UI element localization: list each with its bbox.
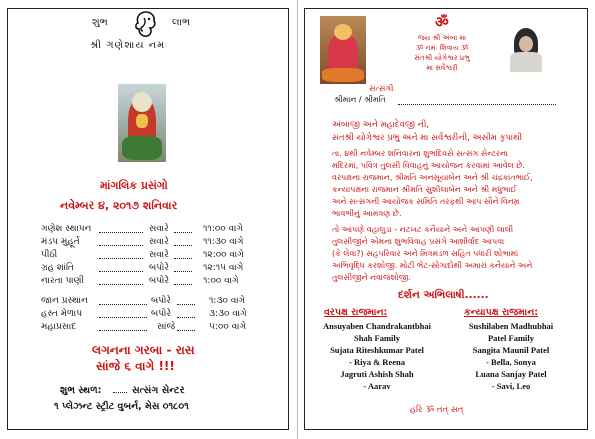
om-symbol: ॐ <box>435 13 449 31</box>
invitation-right-page <box>298 0 595 439</box>
guru-photo <box>508 26 544 72</box>
event-label: હસ્ત મેળાપ <box>41 309 83 319</box>
event-label: જાન પ્રસ્થાન <box>41 296 88 306</box>
footer-mantra: હરિ ૐ તત્ સત્ <box>410 405 464 415</box>
dotted-leader <box>177 304 195 305</box>
invitation-left-page <box>0 0 297 439</box>
event-time: ૧:૩૦ વાગે <box>209 296 246 306</box>
family-name: Sujata Riteshkumar Patel <box>330 345 424 355</box>
garba-heading: લગનના ગરબા - રાસ <box>92 343 195 357</box>
event-time: ૫:૦૦ વાગે <box>209 322 247 332</box>
ganesh-icon <box>132 9 160 39</box>
dotted-leader <box>177 317 195 318</box>
darshan-heading: દર્શન અભિલાષી...... <box>398 289 489 301</box>
event-day: સવારે <box>149 237 169 247</box>
venue-label: શુભ સ્થળ: <box>60 385 102 396</box>
event-time: ૩:૩૦ વાગે <box>209 309 247 319</box>
paragraph-line: કન્યાપક્ષના રાજમાન શ્રીમતિ સુશીલાબેન અને શ્રી મધુભાઈ <box>332 185 517 194</box>
satsangi-label: સત્સંગી <box>369 84 394 93</box>
family-name: Ansuyaben Chandrakantbhai <box>323 321 431 331</box>
family-name: Jagruti Ashish Shah <box>340 369 414 379</box>
dotted-leader <box>177 330 195 331</box>
event-time: ૧૧:૩૦ વાગે <box>203 237 244 247</box>
family-name: Luana Sanjay Patel <box>475 369 547 379</box>
ganesh-idol-photo <box>118 84 166 162</box>
blessing-line: ૐ નમઃ શિવાય ૐ <box>415 44 469 52</box>
family-name: - Bella, Sonya <box>486 357 536 367</box>
event-label: ગ્રહ શાંતિ <box>41 263 74 273</box>
family-name: - Riya & Reena <box>349 357 405 367</box>
event-time: ૧:૦૦ વાગે <box>203 276 239 286</box>
dotted-leader <box>174 232 192 233</box>
paragraph-line: વરપક્ષના રાજમાન, શ્રીમતિ અનસૂયાબેન અને શ્રી ચંદ્રકાંતભાઈ, <box>332 173 533 182</box>
venue-dotted-leader <box>113 392 127 393</box>
dotted-leader <box>174 258 192 259</box>
groom-side-heading: વરપક્ષ રાજમાન: <box>324 307 388 318</box>
event-day: બપોરે <box>151 296 171 306</box>
labh-text: લાભ <box>172 17 191 28</box>
event-time: ૧૧:૦૦ વાગે <box>203 224 243 234</box>
family-name: Patel Family <box>487 333 535 343</box>
family-name: Sushilaben Madhubhai <box>468 321 554 331</box>
bride-side-heading: કન્યાપક્ષ રાજમાન: <box>464 307 539 318</box>
dotted-leader <box>99 232 143 233</box>
event-label: પીઠી <box>41 250 58 260</box>
blessing-line: સંતશ્રી યોગેશ્વર પ્રભુ <box>414 54 470 62</box>
paragraph-line: તુલસીજીને એમના શુભવિવાહ પ્રસંગે આશીર્વાદ આપવા <box>332 237 505 246</box>
event-day: બપોરે <box>149 276 169 286</box>
event-day: સાંજે <box>157 322 176 332</box>
event-time: ૧૨:૧૫ વાગે <box>203 263 244 273</box>
dotted-leader <box>99 317 147 318</box>
paragraph-line: મંદિરમાં, પવિત્ર તુલસી વિવાહનું આયોજન કરવામાં આવેલ છે. <box>332 161 525 170</box>
paragraph-line: તુલસીજીને નવાજશોજી. <box>332 273 411 282</box>
event-label: મહાપ્રસાદ <box>41 322 77 332</box>
dotted-leader <box>99 284 143 285</box>
event-day: સવારે <box>149 250 169 260</box>
recipient-label: શ્રીમાન / શ્રીમતિ <box>334 95 386 104</box>
family-name: Shah Family <box>353 333 401 343</box>
garba-time: સાંજે ૬ વાગે !!! <box>96 359 175 373</box>
paragraph-line: ભાવભીનું આમંત્રણ છે. <box>332 209 402 218</box>
event-label: ગણેશ સ્થાપન <box>41 224 92 234</box>
paragraph-line: (કે લેવા?) સહપરિવાર અને મિત્રમંડળ સહિત પધારી શોભામાં <box>332 249 519 258</box>
venue-address: ૧ પ્લેઝન્ટ સ્ટ્રીટ વુબર્ન, મેસ ૦૧૮૦૧ <box>54 401 189 412</box>
dotted-leader <box>174 271 192 272</box>
event-day: બપોરે <box>149 263 169 273</box>
family-name: - Savi, Leo <box>491 381 531 391</box>
family-name: Sangita Maunil Patel <box>472 345 550 355</box>
dotted-leader <box>99 245 143 246</box>
paragraph-line: અને સત્સંગની આયોજક સમિતિ તરફથી આપ સૌને વિનમ્ર <box>332 197 520 206</box>
invocation-text: શ્રી ગણેશાય નમઃ <box>90 40 169 51</box>
greeting-line-2: સંતશ્રી યોગેશ્વર પ્રભુ અને મા સર્વેશ્વરીની, અસીમ કૃપાથી <box>332 133 523 143</box>
blessing-line: મા સર્વેશ્વરી <box>426 64 458 72</box>
greeting-line: અંબાજી અને મહાદેવજી ની, <box>332 120 430 130</box>
section-title: માંગલિક પ્રસંગો <box>100 179 168 192</box>
blessing-line: જય શ્રી અંબા મા <box>417 34 467 42</box>
dotted-leader <box>174 245 192 246</box>
event-time: ૧૨:૦૦ વાગે <box>203 250 244 260</box>
family-name: - Aarav <box>363 381 391 391</box>
venue-name: સત્સંગ સેન્ટર <box>132 385 185 396</box>
dotted-leader <box>99 304 147 305</box>
shubh-text: શુભ <box>92 17 108 28</box>
dotted-leader <box>99 330 147 331</box>
date-line: નવેમ્બર ૪, ૨૦૧૭ શનિવાર <box>60 199 178 212</box>
paragraph-line: તા. ૪થી નવેમ્બર શનિવારના શુભદિવસે સત્સંગ સેન્ટરના <box>332 149 508 158</box>
paragraph-line: અભિવૃદ્ધિ કરશોજી. મોટી ભેટ-સોગાદોથી અમારાં કનૈયાને અને <box>332 261 533 270</box>
event-label: નારતા પાણી <box>41 276 85 286</box>
event-day: સવારે <box>149 224 169 234</box>
dotted-leader <box>174 284 192 285</box>
dotted-leader <box>99 271 143 272</box>
paragraph-line: તો આપણે વહાલુડા - નટખટ કનૈયાને અને આપણી લાલી <box>332 225 514 234</box>
recipient-blank-line <box>398 104 556 105</box>
event-day: બપોરે <box>151 309 171 319</box>
dotted-leader <box>99 258 143 259</box>
devi-idol-photo <box>320 16 366 84</box>
event-label: મંડપ મુહૂર્ત <box>41 237 80 247</box>
